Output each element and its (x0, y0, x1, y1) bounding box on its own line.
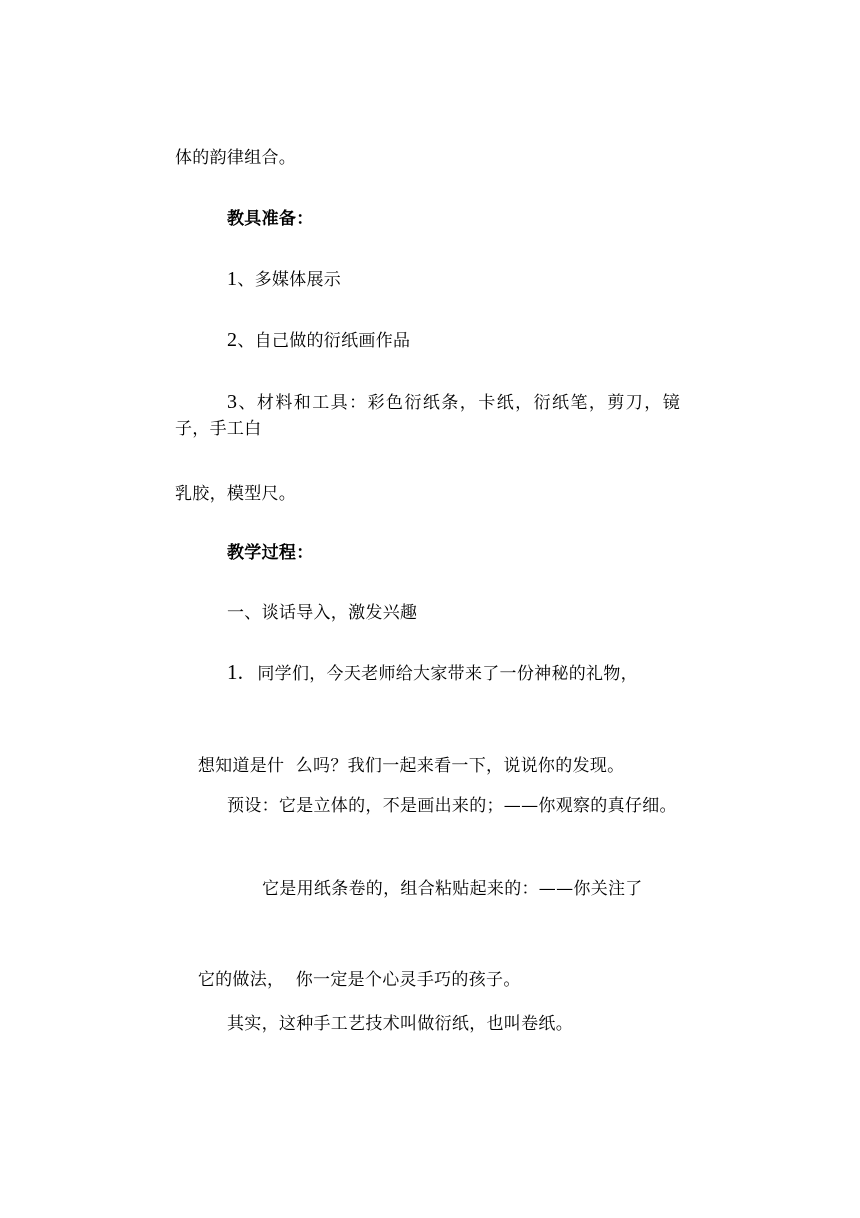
list-text: 、材料和工具：彩色衍纸条，卡纸，衍纸笔，剪刀，镜子，手工白 (175, 393, 680, 439)
section-heading-teaching-process (227, 541, 314, 566)
paragraph-continuation (175, 943, 521, 1018)
section-heading-teaching-aids (227, 207, 314, 232)
numbered-paragraph (227, 660, 638, 687)
paragraph-continuation (175, 482, 296, 507)
list-text: 、多媒体展示 (237, 270, 342, 290)
paragraph-text: 同学们，今天老师给大家带来了一份神秘的礼物， (257, 664, 638, 684)
heading-text: 教学过程： (227, 543, 314, 563)
paragraph-text: 它是用纸条卷的，组合粘贴起来的：——你关注了 (262, 879, 643, 899)
list-item (227, 328, 410, 354)
paragraph-text: 体的韵律组合。 (175, 148, 297, 168)
paragraph-text: 预设：它是立体的，不是画出来的；——你观察的真仔细。 (227, 796, 677, 816)
list-item (227, 267, 341, 293)
preset-paragraph (175, 793, 680, 819)
paragraph (227, 1012, 573, 1037)
paragraph-text: 其实，这种手工艺技术叫做衍纸，也叫卷纸。 (227, 1014, 573, 1034)
preset-paragraph-second (262, 877, 643, 902)
subsection-heading (227, 601, 417, 626)
paragraph-number: 1. (227, 660, 244, 684)
list-number: 2 (227, 329, 238, 351)
paragraph-text: 它的做法， 你一定是个心灵手巧的孩子。 (197, 970, 521, 990)
paragraph-text: 乳胶，模型尺。 (175, 484, 297, 504)
list-number: 1 (227, 268, 238, 290)
paragraph-text: 想知道是什 么吗？我们一起来看一下，说说你的发现。 (197, 756, 625, 776)
heading-text: 教具准备： (227, 209, 314, 229)
paragraph-continuation (175, 146, 296, 171)
list-item-wrapped (175, 389, 680, 442)
list-text: 、自己做的衍纸画作品 (237, 331, 411, 351)
list-number: 3 (227, 391, 238, 413)
subsection-text: 一、谈话导入，激发兴趣 (227, 603, 418, 623)
